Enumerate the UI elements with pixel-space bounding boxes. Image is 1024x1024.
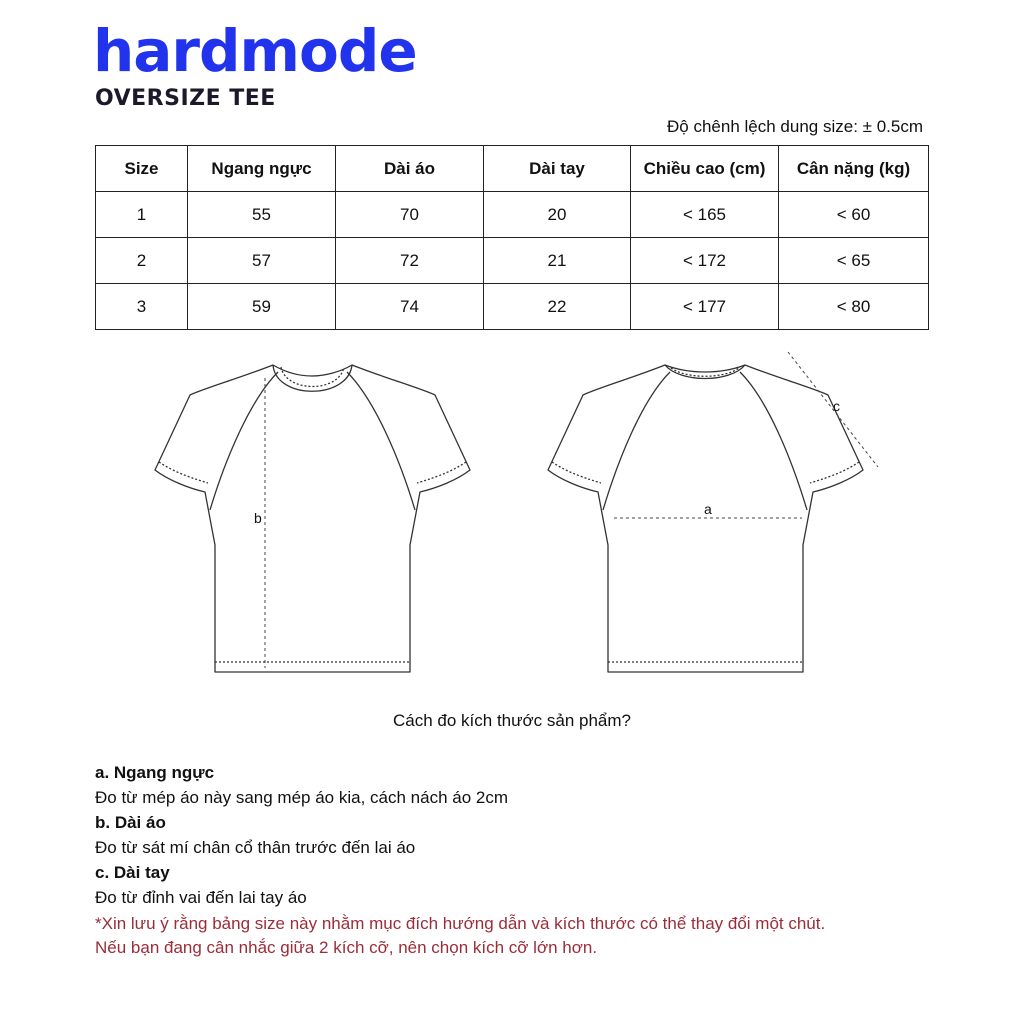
- header-size: Size: [96, 146, 188, 192]
- note-c-text: Đo từ đỉnh vai đến lai tay áo: [95, 888, 307, 907]
- label-a: a: [704, 501, 712, 517]
- table-cell: 21: [484, 238, 631, 284]
- warning-note: *Xin lưu ý rằng bảng size này nhằm mục đích hướng dẫn và kích thước có thể thay đổi một chút.: [95, 914, 826, 933]
- header-weight: Cân nặng (kg): [779, 146, 929, 192]
- table-cell: 1: [96, 192, 188, 238]
- table-cell: 57: [188, 238, 336, 284]
- tshirt-front-icon: [155, 365, 470, 672]
- table-cell: < 165: [631, 192, 779, 238]
- measurement-notes: [95, 760, 915, 960]
- table-cell: 22: [484, 284, 631, 330]
- table-cell: 2: [96, 238, 188, 284]
- product-name: OVERSIZE TEE: [95, 86, 276, 111]
- table-cell: 55: [188, 192, 336, 238]
- table-cell: 59: [188, 284, 336, 330]
- warning-advice: Nếu bạn đang cân nhắc giữa 2 kích cỡ, nên chọn kích cỡ lớn hơn.: [95, 938, 598, 957]
- size-chart-table: [95, 145, 929, 330]
- table-cell: < 80: [779, 284, 929, 330]
- table-row: [96, 284, 929, 330]
- tshirt-measurement-diagram: [0, 340, 1024, 680]
- table-cell: < 177: [631, 284, 779, 330]
- brand-logo: hardmode: [93, 17, 417, 85]
- table-cell: 20: [484, 192, 631, 238]
- table-cell: 70: [336, 192, 484, 238]
- header-height: Chiều cao (cm): [631, 146, 779, 192]
- note-b-title: b. Dài áo: [95, 813, 166, 832]
- table-row: [96, 192, 929, 238]
- table-cell: < 65: [779, 238, 929, 284]
- note-c-title: c. Dài tay: [95, 863, 170, 882]
- table-cell: < 60: [779, 192, 929, 238]
- label-b: b: [254, 510, 262, 526]
- note-a-title: a. Ngang ngực: [95, 763, 215, 782]
- label-c: c: [833, 398, 840, 414]
- measure-question: Cách đo kích thước sản phẩm?: [393, 711, 631, 730]
- note-b-text: Đo từ sát mí chân cổ thân trước đến lai áo: [95, 838, 416, 857]
- table-cell: 3: [96, 284, 188, 330]
- header-sleeve: Dài tay: [484, 146, 631, 192]
- size-tolerance: Độ chênh lệch dung size: ± 0.5cm: [667, 117, 923, 136]
- table-header-row: [96, 146, 929, 192]
- table-cell: 72: [336, 238, 484, 284]
- table-cell: 74: [336, 284, 484, 330]
- table-row: [96, 238, 929, 284]
- table-cell: < 172: [631, 238, 779, 284]
- header-chest: Ngang ngực: [188, 146, 336, 192]
- note-a-text: Đo từ mép áo này sang mép áo kia, cách nách áo 2cm: [95, 788, 508, 807]
- header-length: Dài áo: [336, 146, 484, 192]
